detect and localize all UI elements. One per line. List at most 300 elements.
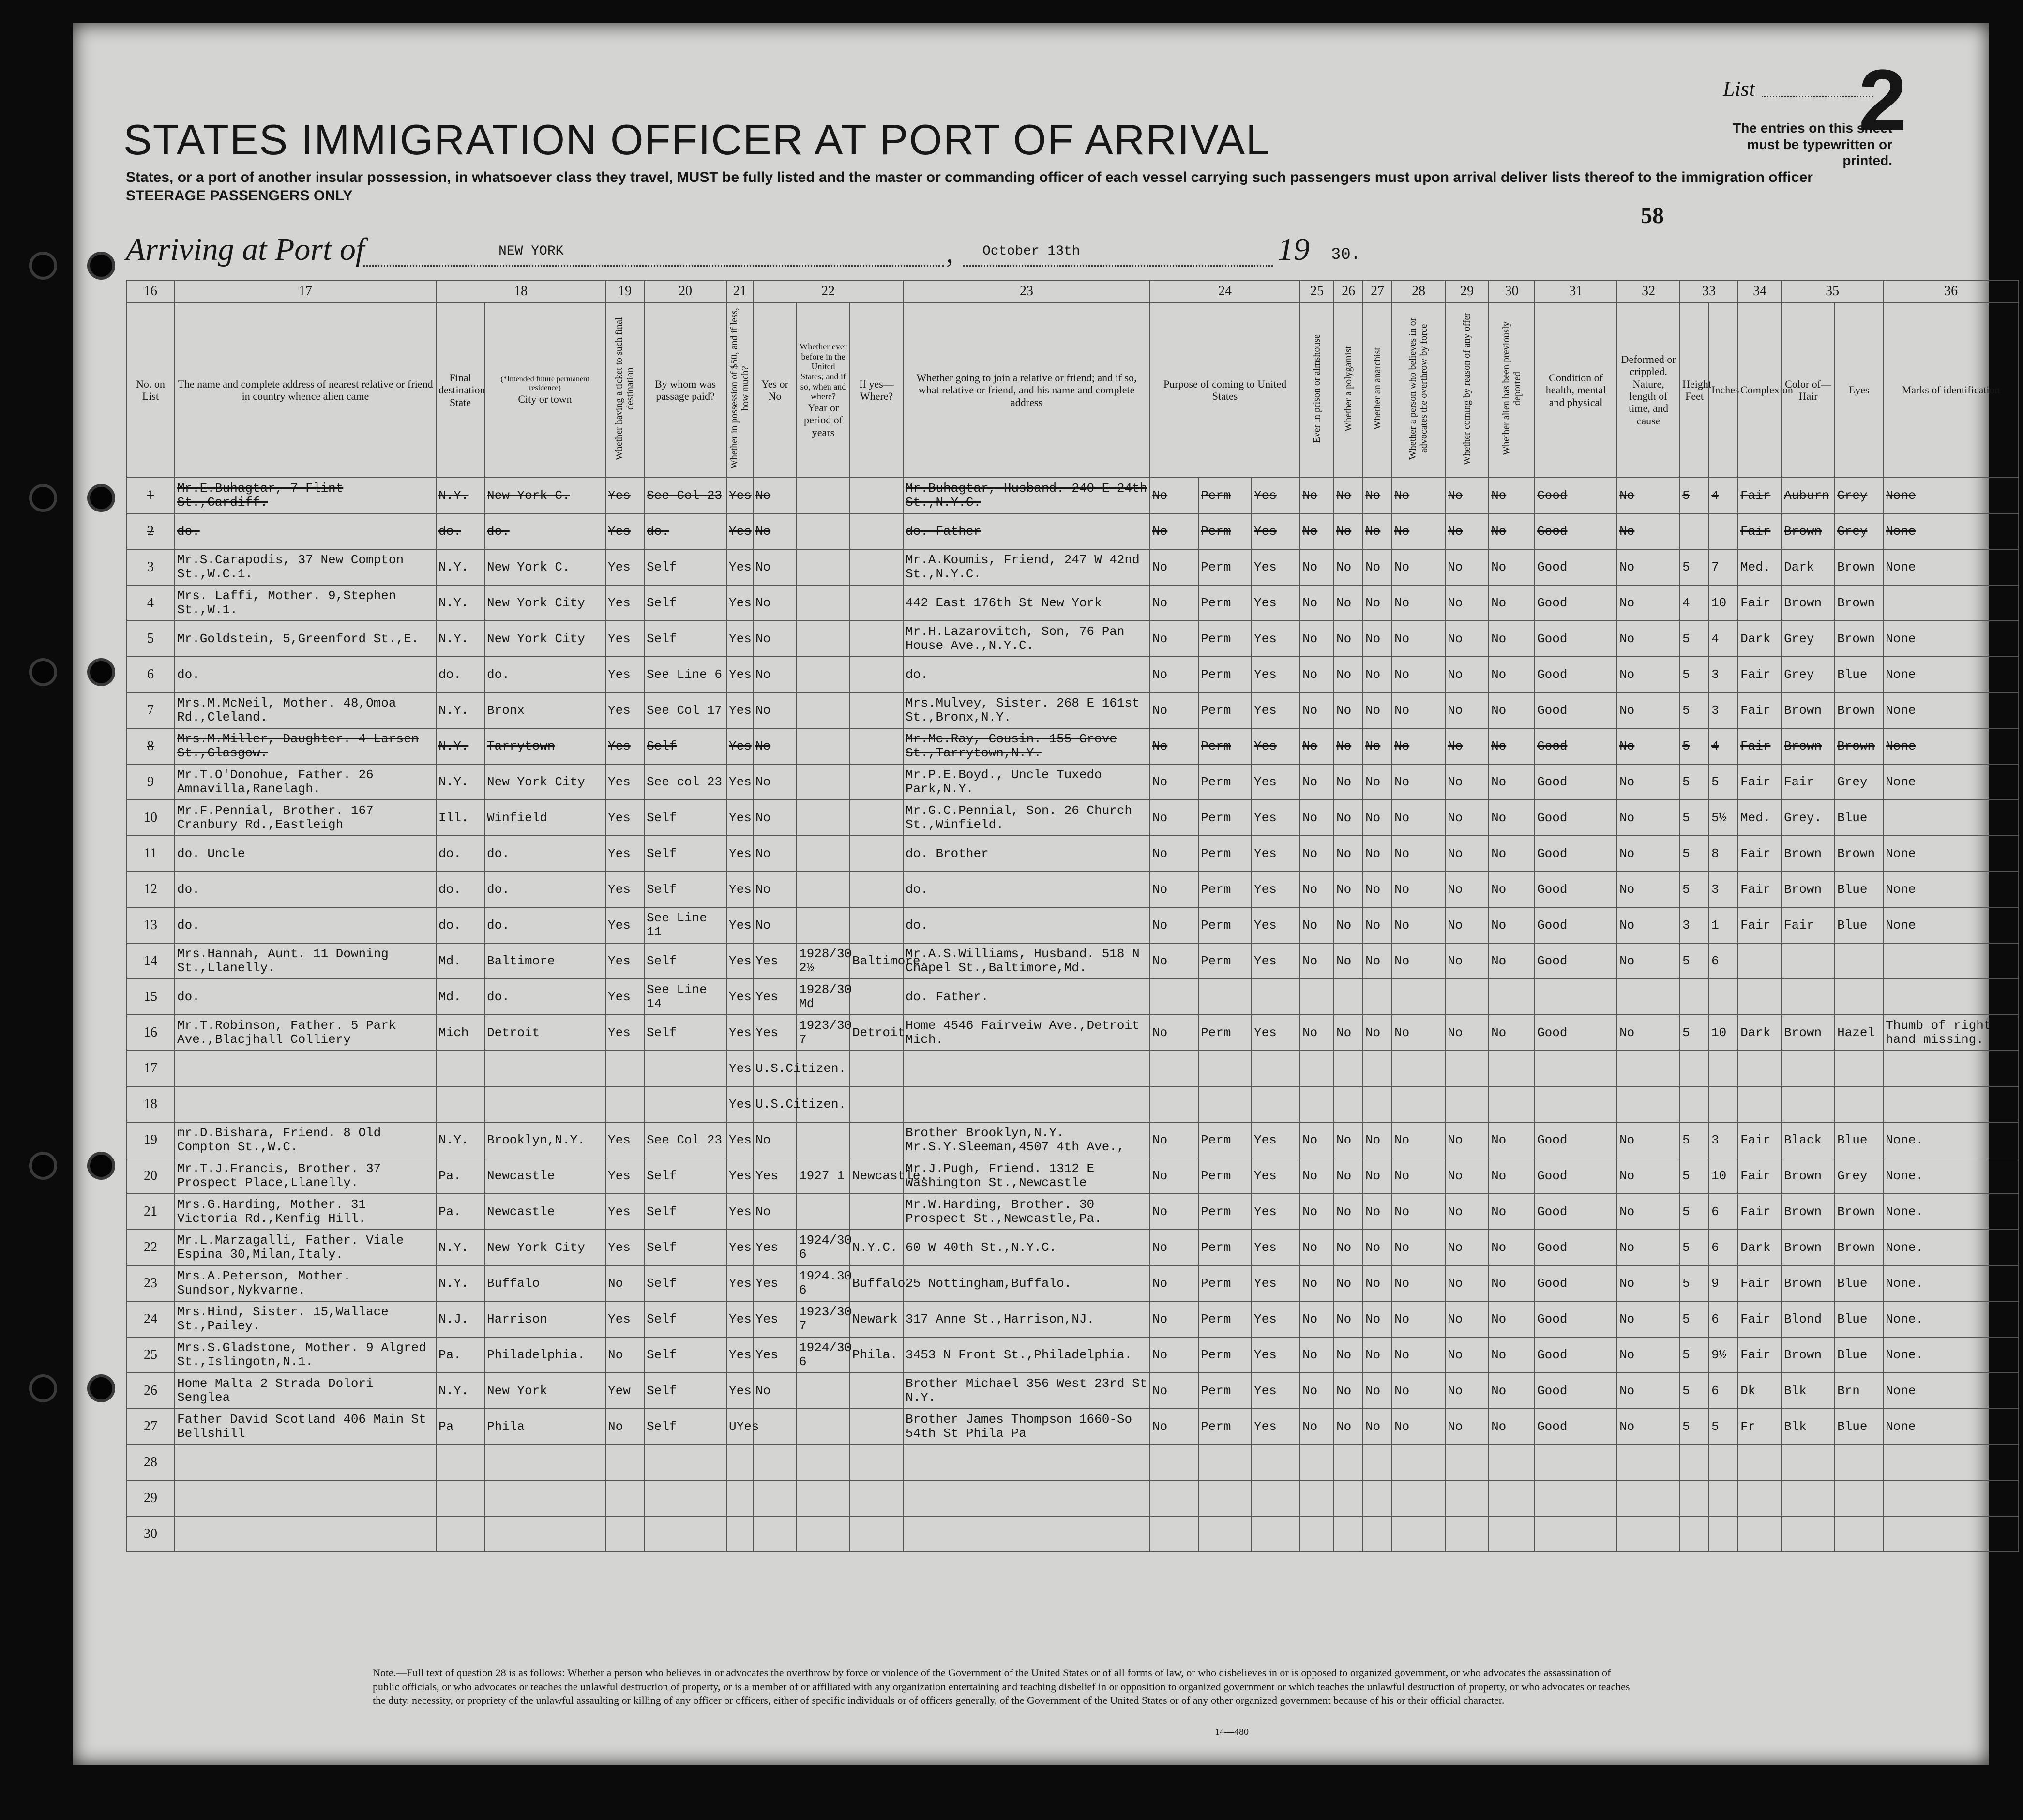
cell-hair	[1781, 1444, 1835, 1480]
cell-eyes: Grey	[1835, 1158, 1883, 1194]
table-row	[126, 513, 2019, 549]
cell-city: Phila	[484, 1409, 605, 1444]
cell-paid: Self	[644, 836, 726, 872]
cell-ticket: Yes	[605, 1230, 644, 1265]
cell-health: Good	[1535, 1337, 1617, 1373]
cell-ticket: Yes	[605, 1158, 644, 1194]
cell-year: 1923/30 7	[797, 1015, 850, 1051]
cell-before: No	[753, 728, 797, 764]
cell-c30: No	[1489, 907, 1535, 943]
cell-health: Good	[1535, 1373, 1617, 1409]
cell-c27	[1363, 1086, 1392, 1122]
cell-c24b: Perm	[1198, 764, 1252, 800]
cell-paid: Self	[644, 1230, 726, 1265]
cell-join	[903, 1086, 1150, 1122]
cell-relative: do.	[175, 907, 436, 943]
cell-feet: 5	[1680, 692, 1709, 728]
cell-health	[1535, 1444, 1617, 1480]
cell-money: Yes	[726, 800, 753, 836]
cell-c30: No	[1489, 1194, 1535, 1230]
cell-hair: Blond	[1781, 1301, 1835, 1337]
cell-paid: Self	[644, 1409, 726, 1444]
cell-join: Brother James Thompson 1660-So 54th St Phila Pa	[903, 1409, 1150, 1444]
cell-c24a: No	[1150, 1265, 1198, 1301]
cell-eyes	[1835, 1051, 1883, 1086]
cell-before	[753, 1409, 797, 1444]
cell-hair: Brown	[1781, 1158, 1835, 1194]
cell-c24b: Perm	[1198, 513, 1252, 549]
cell-no: 7	[126, 692, 175, 728]
cell-c24b: Perm	[1198, 1265, 1252, 1301]
cell-c25	[1300, 979, 1334, 1015]
cell-state: N.Y.	[436, 692, 484, 728]
cell-city: Tarrytown	[484, 728, 605, 764]
table-row	[126, 1051, 2019, 1086]
cell-complexion: Fair	[1738, 478, 1781, 513]
binder-hole	[29, 1152, 57, 1180]
cell-year	[797, 1194, 850, 1230]
cell-money: Yes	[726, 1086, 753, 1122]
cell-paid: See Line 11	[644, 907, 726, 943]
cell-paid: Self	[644, 621, 726, 657]
cell-join: 3453 N Front St.,Philadelphia.	[903, 1337, 1150, 1373]
cell-health: Good	[1535, 513, 1617, 549]
cell-state: N.Y.	[436, 549, 484, 585]
cell-c27: No	[1363, 1409, 1392, 1444]
cell-join: Brother Michael 356 West 23rd St N.Y.	[903, 1373, 1150, 1409]
cell-c24a: No	[1150, 1158, 1198, 1194]
cell-feet: 5	[1680, 800, 1709, 836]
cell-c24a	[1150, 1516, 1198, 1552]
cell-c25: No	[1300, 907, 1334, 943]
cell-no: 28	[126, 1444, 175, 1480]
cell-relative: do.	[175, 872, 436, 907]
cell-c24c: Yes	[1252, 1015, 1300, 1051]
cell-c24b: Perm	[1198, 1194, 1252, 1230]
cell-c24c: Yes	[1252, 692, 1300, 728]
cell-c26: No	[1334, 1194, 1363, 1230]
cell-join: do. Father	[903, 513, 1150, 549]
cell-relative: do.	[175, 979, 436, 1015]
cell-feet: 5	[1680, 764, 1709, 800]
cell-feet: 5	[1680, 1301, 1709, 1337]
cell-where: Newark	[850, 1301, 903, 1337]
column-number: 29	[1445, 280, 1489, 302]
cell-before: Yes	[753, 1015, 797, 1051]
cell-city: do.	[484, 657, 605, 692]
cell-inches: 4	[1709, 728, 1738, 764]
cell-c28: No	[1392, 549, 1445, 585]
cell-ticket: Yes	[605, 800, 644, 836]
cell-inches: 8	[1709, 836, 1738, 872]
cell-city: Harrison	[484, 1301, 605, 1337]
cell-relative: Mrs.A.Peterson, Mother. Sundsor,Nykvarne.	[175, 1265, 436, 1301]
cell-year: 1928/30 2½	[797, 943, 850, 979]
cell-c24a: No	[1150, 1194, 1198, 1230]
cell-marks: Thumb of right hand missing.	[1883, 1015, 2019, 1051]
cell-c30	[1489, 979, 1535, 1015]
cell-year	[797, 764, 850, 800]
sheet-number: 58	[1641, 203, 1664, 228]
cell-relative	[175, 1516, 436, 1552]
cell-inches: 6	[1709, 1230, 1738, 1265]
hdr-no: No. on List	[126, 302, 175, 478]
cell-eyes	[1835, 943, 1883, 979]
cell-before: No	[753, 513, 797, 549]
cell-paid: Self	[644, 728, 726, 764]
cell-money: Yes	[726, 1230, 753, 1265]
cell-join	[903, 1444, 1150, 1480]
cell-health: Good	[1535, 478, 1617, 513]
cell-paid: Self	[644, 1015, 726, 1051]
cell-state: Md.	[436, 943, 484, 979]
cell-no: 4	[126, 585, 175, 621]
cell-join: 25 Nottingham,Buffalo.	[903, 1265, 1150, 1301]
cell-no: 18	[126, 1086, 175, 1122]
cell-state: Pa	[436, 1409, 484, 1444]
cell-join: do.	[903, 907, 1150, 943]
cell-health: Good	[1535, 549, 1617, 585]
cell-c25: No	[1300, 800, 1334, 836]
list-number: 2	[1858, 52, 1907, 149]
column-number: 18	[436, 280, 605, 302]
cell-c30: No	[1489, 943, 1535, 979]
cell-deformed	[1617, 979, 1680, 1015]
cell-c25	[1300, 1444, 1334, 1480]
cell-no: 14	[126, 943, 175, 979]
binder-hole	[87, 252, 115, 280]
table-row	[126, 1086, 2019, 1122]
hdr-deformed: Deformed or crippled. Nature, length of time, and cause	[1617, 302, 1680, 478]
cell-city: New York City	[484, 621, 605, 657]
cell-where	[850, 800, 903, 836]
cell-city: do.	[484, 872, 605, 907]
cell-c30: No	[1489, 1158, 1535, 1194]
cell-c28: No	[1392, 1337, 1445, 1373]
cell-money: Yes	[726, 1373, 753, 1409]
cell-state	[436, 1051, 484, 1086]
cell-city	[484, 1516, 605, 1552]
hdr-feet-label: Feet	[1685, 390, 1704, 402]
cell-c29: No	[1445, 1230, 1489, 1265]
cell-feet: 5	[1680, 1373, 1709, 1409]
cell-city: New York	[484, 1373, 605, 1409]
hdr-feet	[1680, 302, 1709, 478]
cell-hair	[1781, 1086, 1835, 1122]
cell-no: 1	[126, 478, 175, 513]
cell-marks	[1883, 1444, 2019, 1480]
cell-c28: No	[1392, 728, 1445, 764]
cell-before: No	[753, 657, 797, 692]
cell-city: New York C.	[484, 478, 605, 513]
cell-city: Bronx	[484, 692, 605, 728]
cell-health: Good	[1535, 692, 1617, 728]
hdr-paid: By whom was passage paid?	[644, 302, 726, 478]
cell-eyes: Brown	[1835, 549, 1883, 585]
cell-deformed	[1617, 1480, 1680, 1516]
hdr-deported-label: Whether alien has been previously deported	[1500, 322, 1523, 456]
cell-where	[850, 872, 903, 907]
cell-join: Mr.W.Harding, Brother. 30 Prospect St.,Newcastle,Pa.	[903, 1194, 1150, 1230]
column-number: 22	[753, 280, 903, 302]
cell-year	[797, 1409, 850, 1444]
cell-c25: No	[1300, 1122, 1334, 1158]
cell-feet	[1680, 1480, 1709, 1516]
cell-deformed: No	[1617, 1158, 1680, 1194]
cell-complexion	[1738, 1051, 1781, 1086]
cell-where: Phila.	[850, 1337, 903, 1373]
cell-c27: No	[1363, 1015, 1392, 1051]
cell-join	[903, 1051, 1150, 1086]
cell-c27: No	[1363, 1337, 1392, 1373]
cell-paid: Self	[644, 800, 726, 836]
cell-complexion	[1738, 1480, 1781, 1516]
cell-before: No	[753, 1194, 797, 1230]
cell-c27: No	[1363, 764, 1392, 800]
cell-paid	[644, 1480, 726, 1516]
cell-eyes	[1835, 1516, 1883, 1552]
passenger-table	[126, 280, 2019, 1552]
table-row	[126, 1373, 2019, 1409]
cell-where: Buffalo	[850, 1265, 903, 1301]
cell-hair: Blk	[1781, 1373, 1835, 1409]
cell-marks: None	[1883, 621, 2019, 657]
cell-ticket: No	[605, 1265, 644, 1301]
cell-city	[484, 1086, 605, 1122]
cell-c24c: Yes	[1252, 1373, 1300, 1409]
hdr-city	[484, 302, 605, 478]
cell-inches: 6	[1709, 1373, 1738, 1409]
cell-year	[797, 513, 850, 549]
cell-c24b: Perm	[1198, 692, 1252, 728]
cell-eyes: Blue	[1835, 657, 1883, 692]
cell-deformed: No	[1617, 657, 1680, 692]
column-header-row	[126, 302, 2019, 478]
cell-c24b: Perm	[1198, 836, 1252, 872]
hdr-marks: Marks of identification	[1883, 302, 2019, 478]
cell-marks: None	[1883, 513, 2019, 549]
cell-paid: Self	[644, 1158, 726, 1194]
cell-year	[797, 1122, 850, 1158]
cell-ticket: Yes	[605, 657, 644, 692]
cell-money: Yes	[726, 478, 753, 513]
cell-city: Winfield	[484, 800, 605, 836]
cell-c24c	[1252, 1516, 1300, 1552]
table-row	[126, 549, 2019, 585]
cell-c24a: No	[1150, 1122, 1198, 1158]
cell-deformed	[1617, 1051, 1680, 1086]
cell-hair: Brown	[1781, 585, 1835, 621]
cell-c28: No	[1392, 692, 1445, 728]
cell-hair: Brown	[1781, 1265, 1835, 1301]
cell-c28	[1392, 1444, 1445, 1480]
cell-complexion: Fair	[1738, 836, 1781, 872]
cell-where	[850, 1086, 903, 1122]
cell-c25: No	[1300, 478, 1334, 513]
cell-inches: 10	[1709, 1158, 1738, 1194]
cell-year	[797, 549, 850, 585]
cell-money: Yes	[726, 1158, 753, 1194]
cell-before: No	[753, 549, 797, 585]
cell-state: Pa.	[436, 1194, 484, 1230]
cell-hair: Grey.	[1781, 800, 1835, 836]
cell-complexion: Dark	[1738, 1015, 1781, 1051]
cell-c28: No	[1392, 1230, 1445, 1265]
cell-c28: No	[1392, 478, 1445, 513]
cell-money	[726, 1516, 753, 1552]
cell-ticket: Yes	[605, 872, 644, 907]
cell-c29: No	[1445, 943, 1489, 979]
hdr-before-yesno: Yes or No	[753, 302, 797, 478]
column-number: 17	[175, 280, 436, 302]
cell-relative: Home Malta 2 Strada Dolori Senglea	[175, 1373, 436, 1409]
column-number: 36	[1883, 280, 2019, 302]
cell-hair: Brown	[1781, 513, 1835, 549]
cell-city: Brooklyn,N.Y.	[484, 1122, 605, 1158]
cell-c28: No	[1392, 1158, 1445, 1194]
cell-before	[753, 1444, 797, 1480]
cell-feet: 5	[1680, 1015, 1709, 1051]
cell-join: 60 W 40th St.,N.Y.C.	[903, 1230, 1150, 1265]
cell-where: Detroit	[850, 1015, 903, 1051]
cell-before: Yes	[753, 1230, 797, 1265]
port-comma: ,	[946, 237, 953, 269]
cell-ticket: Yes	[605, 549, 644, 585]
cell-no: 13	[126, 907, 175, 943]
cell-complexion: Fair	[1738, 1194, 1781, 1230]
cell-ticket: Yes	[605, 621, 644, 657]
cell-no: 5	[126, 621, 175, 657]
cell-c27: No	[1363, 549, 1392, 585]
hdr-anarchist	[1363, 302, 1392, 478]
cell-paid: See Col 17	[644, 692, 726, 728]
cell-relative: Mr.S.Carapodis, 37 New Compton St.,W.C.1.	[175, 549, 436, 585]
cell-join: Mrs.Mulvey, Sister. 268 E 161st St.,Bronx,N.Y.	[903, 692, 1150, 728]
cell-paid: See Col 23	[644, 1122, 726, 1158]
cell-where	[850, 1194, 903, 1230]
cell-c24c: Yes	[1252, 1265, 1300, 1301]
hdr-deported	[1489, 302, 1535, 478]
cell-c24a: No	[1150, 836, 1198, 872]
hdr-ifyes-label: If yes—	[859, 377, 894, 390]
cell-relative: Mr.L.Marzagalli, Father. Viale Espina 30,Milan,Italy.	[175, 1230, 436, 1265]
cell-join: Mr.A.Koumis, Friend, 247 W 42nd St.,N.Y.C.	[903, 549, 1150, 585]
cell-inches	[1709, 513, 1738, 549]
cell-c24a: No	[1150, 1373, 1198, 1409]
cell-inches: 4	[1709, 621, 1738, 657]
cell-year	[797, 728, 850, 764]
cell-join: Mr.J.Pugh, Friend. 1312 E Washington St.,Newcastle	[903, 1158, 1150, 1194]
cell-marks	[1883, 1516, 2019, 1552]
cell-relative: do. Uncle	[175, 836, 436, 872]
cell-c28: No	[1392, 1194, 1445, 1230]
table-row	[126, 979, 2019, 1015]
form-number: 14—480	[1215, 1727, 1249, 1737]
cell-deformed: No	[1617, 1301, 1680, 1337]
hdr-ticket-label: Whether having a ticket to such final destination	[614, 317, 635, 461]
cell-c27: No	[1363, 1122, 1392, 1158]
cell-c30	[1489, 1086, 1535, 1122]
cell-c24c: Yes	[1252, 657, 1300, 692]
cell-c24b: Perm	[1198, 1230, 1252, 1265]
cell-city	[484, 1051, 605, 1086]
cell-deformed	[1617, 1086, 1680, 1122]
cell-c26	[1334, 1086, 1363, 1122]
cell-before: No	[753, 1122, 797, 1158]
cell-deformed: No	[1617, 1409, 1680, 1444]
cell-c24a: No	[1150, 907, 1198, 943]
cell-complexion: Fair	[1738, 657, 1781, 692]
cell-c29: No	[1445, 1301, 1489, 1337]
cell-c27: No	[1363, 1301, 1392, 1337]
cell-deformed: No	[1617, 513, 1680, 549]
cell-c24b: Perm	[1198, 657, 1252, 692]
cell-eyes: Brown	[1835, 621, 1883, 657]
cell-c27: No	[1363, 800, 1392, 836]
cell-inches: 3	[1709, 692, 1738, 728]
cell-marks: None	[1883, 478, 2019, 513]
cell-ticket	[605, 1516, 644, 1552]
cell-c24c: Yes	[1252, 1409, 1300, 1444]
manifest-sheet	[73, 23, 2000, 1765]
cell-health	[1535, 1480, 1617, 1516]
cell-inches: 6	[1709, 1194, 1738, 1230]
cell-inches	[1709, 1444, 1738, 1480]
cell-before: No	[753, 585, 797, 621]
column-number: 32	[1617, 280, 1680, 302]
cell-c27: No	[1363, 728, 1392, 764]
cell-c25: No	[1300, 728, 1334, 764]
cell-c26	[1334, 979, 1363, 1015]
cell-c26: No	[1334, 728, 1363, 764]
cell-paid	[644, 1444, 726, 1480]
cell-complexion: Med.	[1738, 800, 1781, 836]
cell-deformed: No	[1617, 1194, 1680, 1230]
cell-c30: No	[1489, 1122, 1535, 1158]
cell-c29	[1445, 979, 1489, 1015]
cell-health: Good	[1535, 1194, 1617, 1230]
cell-ticket: Yes	[605, 728, 644, 764]
cell-where	[850, 1373, 903, 1409]
cell-health: Good	[1535, 872, 1617, 907]
cell-deformed: No	[1617, 764, 1680, 800]
port-line	[363, 265, 944, 267]
column-number: 21	[726, 280, 753, 302]
cell-money: Yes	[726, 728, 753, 764]
cell-where	[850, 979, 903, 1015]
cell-c27: No	[1363, 585, 1392, 621]
cell-hair	[1781, 1516, 1835, 1552]
cell-deformed: No	[1617, 549, 1680, 585]
cell-relative: Mrs.Hannah, Aunt. 11 Downing St.,Llanelly.	[175, 943, 436, 979]
cell-c25: No	[1300, 1194, 1334, 1230]
cell-feet: 3	[1680, 907, 1709, 943]
cell-c24a	[1150, 1444, 1198, 1480]
cell-c26: No	[1334, 1337, 1363, 1373]
cell-year	[797, 836, 850, 872]
cell-ticket: Yes	[605, 513, 644, 549]
cell-year	[797, 1444, 850, 1480]
cell-before: No	[753, 692, 797, 728]
cell-c25	[1300, 1051, 1334, 1086]
table-row	[126, 872, 2019, 907]
cell-deformed: No	[1617, 692, 1680, 728]
cell-eyes	[1835, 1480, 1883, 1516]
cell-state: do.	[436, 513, 484, 549]
cell-c25: No	[1300, 513, 1334, 549]
cell-eyes: Grey	[1835, 764, 1883, 800]
cell-no: 10	[126, 800, 175, 836]
